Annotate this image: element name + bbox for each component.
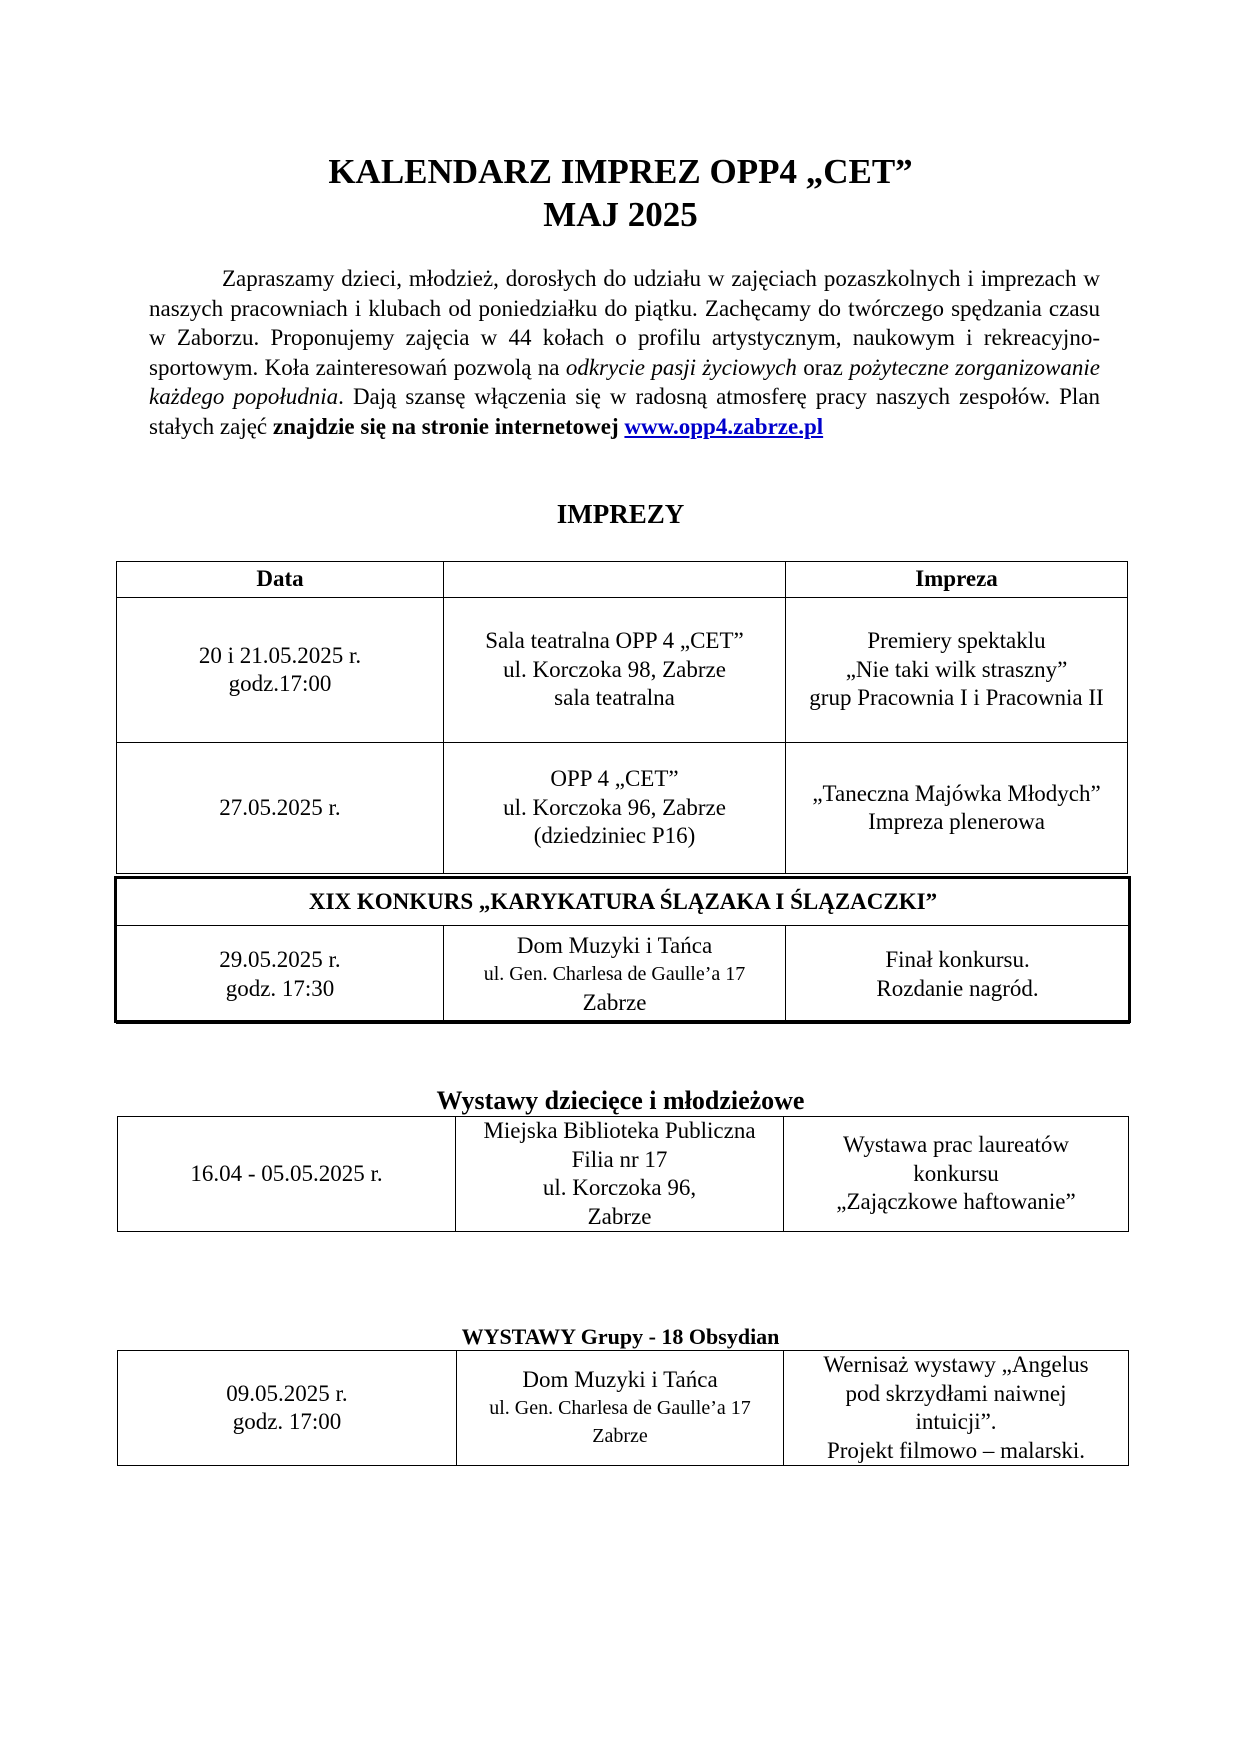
- place-line: Sala teatralna OPP 4 „CET”: [485, 628, 744, 654]
- place-line: OPP 4 „CET”: [550, 766, 679, 792]
- intro-text-3: . Dają szansę włączenia się w radosną atmosferę pracy naszych zespołów. Plan stałych zajęć: [149, 384, 1100, 439]
- section-heading-imprezy: IMPREZY: [556, 499, 685, 529]
- event-line: intuicji”.: [915, 1409, 997, 1434]
- event-place-cell: [456, 1117, 784, 1232]
- event-line: Projekt filmowo – malarski.: [826, 1437, 1086, 1463]
- table-row: [118, 1351, 1129, 1466]
- event-line: konkursu: [913, 1160, 999, 1186]
- section-heading-obsydian: WYSTAWY Grupy - 18 Obsydian: [461, 1324, 780, 1349]
- column-header-place: [444, 562, 786, 598]
- event-description-cell: [784, 1351, 1129, 1466]
- place-line: ul. Korczoka 96,: [542, 1175, 697, 1200]
- event-line: Impreza plenerowa: [868, 809, 1045, 834]
- event-time: godz.17:00: [228, 671, 332, 696]
- event-line: grup Pracownia I i Pracownia II: [809, 685, 1104, 711]
- event-line: Wernisaż wystawy „Angelus: [823, 1352, 1089, 1377]
- event-place-cell: [444, 598, 786, 743]
- website-link[interactable]: www.opp4.zabrze.pl: [624, 413, 824, 439]
- column-header-event: Impreza: [786, 562, 1128, 598]
- event-description-cell: [786, 598, 1128, 743]
- table-row: [117, 926, 1130, 1024]
- intro-text-2: oraz: [796, 354, 850, 380]
- event-date: 27.05.2025 r.: [219, 794, 341, 820]
- event-line: „Zajączkowe haftowanie”: [836, 1189, 1076, 1215]
- konkurs-heading: XIX KONKURS „KARYKATURA ŚLĄZAKA I ŚLĄZACZKI”: [117, 879, 1130, 926]
- intro-italic-2: pożyteczne zorganizowanie każdego popołudnia: [149, 354, 1100, 409]
- page-subtitle-month: MAJ 2025: [543, 195, 698, 234]
- event-date: 29.05.2025 r.: [219, 947, 341, 972]
- event-line: Wystawa prac laureatów: [843, 1132, 1069, 1158]
- place-line: Filia nr 17: [571, 1146, 668, 1172]
- event-date-cell: 16.04 - 05.05.2025 r.: [118, 1117, 456, 1232]
- place-line: Zabrze: [582, 989, 647, 1015]
- place-line: ul. Korczoka 96, Zabrze: [503, 794, 726, 820]
- event-date-cell: [117, 926, 444, 1024]
- event-time: godz. 17:30: [225, 975, 335, 1001]
- place-line: Dom Muzyki i Tańca: [522, 1366, 718, 1392]
- page-title: KALENDARZ IMPREZ OPP4 „CET”: [328, 152, 913, 191]
- event-place-cell: [457, 1351, 784, 1466]
- place-line: ul. Gen. Charlesa de Gaulle’a 17: [489, 1397, 751, 1420]
- table-row: [117, 743, 1128, 874]
- place-line: (dziedziniec P16): [533, 823, 696, 849]
- event-description-cell: [786, 926, 1130, 1024]
- event-date-cell: [117, 598, 444, 743]
- table-row: [118, 1117, 1129, 1232]
- event-place-cell: [444, 926, 786, 1024]
- wystawy-table: [117, 1116, 1129, 1232]
- imprezy-table: [116, 561, 1128, 874]
- konkurs-header-row: [117, 879, 1130, 926]
- event-line: „Taneczna Majówka Młodych”: [812, 780, 1101, 806]
- intro-italic-1: odkrycie pasji życiowych: [565, 354, 797, 380]
- event-description-cell: [784, 1117, 1129, 1232]
- place-line: Zabrze: [587, 1203, 652, 1229]
- event-date: 09.05.2025 r.: [226, 1380, 348, 1406]
- column-header-date: Data: [117, 562, 444, 598]
- intro-text-1: Zapraszamy dzieci, młodzież, dorosłych do udziału w zajęciach pozaszkolnych i imprezach w naszych pracowniach i klubach od poniedziałku do piątku. Zachęcamy do twórczego spędzania czasu w Zaborzu. Proponujemy zajęcia w 44 kołach o profilu artystycznym, naukowym i rekreacyjno-sportowym. Koła zainteresowań pozwolą na: [149, 266, 1100, 380]
- place-line: ul. Gen. Charlesa de Gaulle’a 17: [483, 963, 746, 986]
- event-time: godz. 17:00: [232, 1409, 342, 1434]
- event-line: pod skrzydłami naiwnej: [845, 1380, 1067, 1406]
- event-date-cell: [117, 743, 444, 874]
- table-row: [117, 598, 1128, 743]
- event-date-cell: [118, 1351, 457, 1466]
- event-place-cell: [444, 743, 786, 874]
- place-line: Zabrze: [592, 1425, 648, 1448]
- obsydian-table: [117, 1350, 1129, 1466]
- event-line: Rozdanie nagród.: [876, 975, 1039, 1001]
- place-line: ul. Korczoka 98, Zabrze: [503, 656, 726, 682]
- event-line: „Nie taki wilk straszny”: [845, 656, 1068, 682]
- section-heading-wystawy: Wystawy dziecięce i młodzieżowe: [436, 1086, 805, 1115]
- event-line: Premiery spektaklu: [867, 628, 1046, 654]
- konkurs-table: [116, 878, 1130, 1024]
- event-description-cell: [786, 743, 1128, 874]
- event-date: 20 i 21.05.2025 r.: [198, 642, 362, 668]
- place-line: sala teatralna: [554, 685, 675, 711]
- place-line: Miejska Biblioteka Publiczna: [483, 1118, 756, 1143]
- event-line: Finał konkursu.: [885, 947, 1030, 972]
- place-line: Dom Muzyki i Tańca: [516, 932, 713, 958]
- table-header-row: [117, 562, 1128, 598]
- intro-bold: znajdzie się na stronie internetowej: [272, 413, 619, 439]
- intro-paragraph: [149, 264, 1100, 441]
